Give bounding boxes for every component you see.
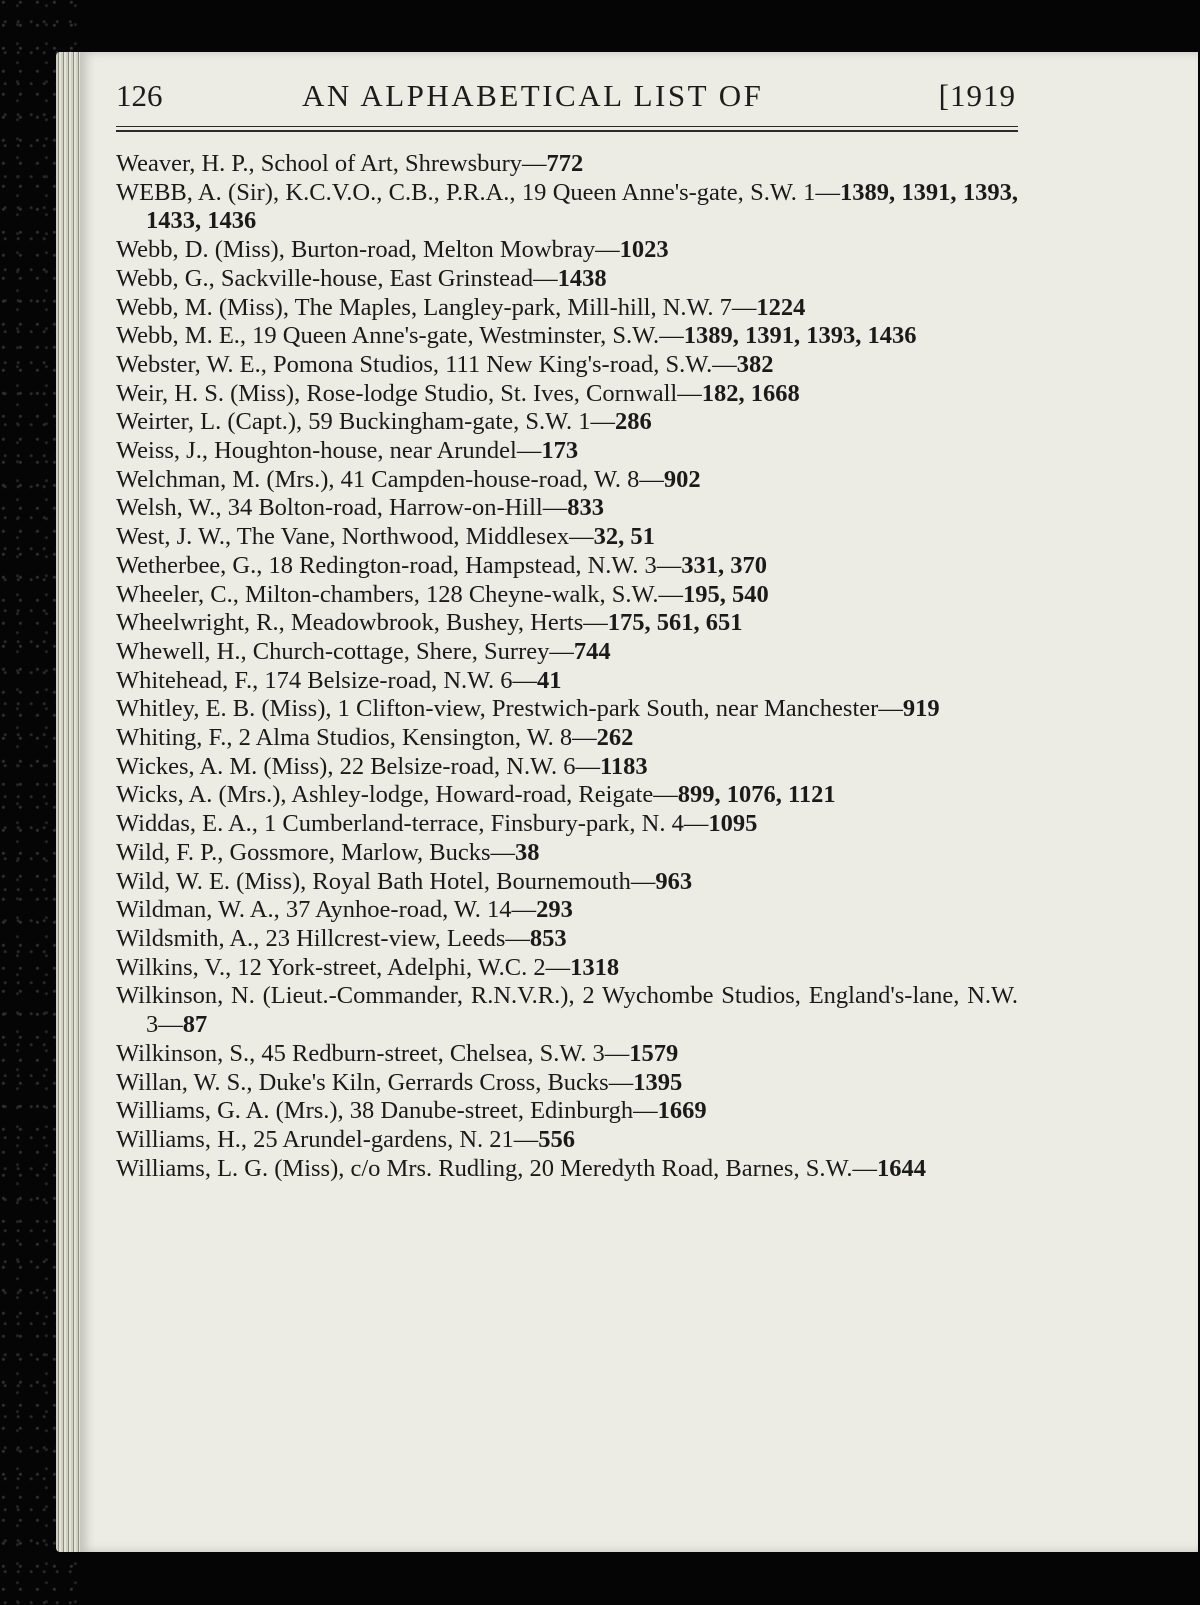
list-item: Wheeler, C., Milton-chambers, 128 Cheyne-walk, S.W.—195, 540 [116, 580, 769, 608]
list-item: Wildman, W. A., 37 Aynhoe-road, W. 14—293 [116, 896, 573, 924]
list-item: Webster, W. E., Pomona Studios, 111 New King's-road, S.W.—382 [116, 350, 774, 378]
list-item: Webb, D. (Miss), Burton-road, Melton Mowbray—1023 [116, 236, 669, 264]
entry-refs: 1579 [629, 1039, 679, 1067]
entry-refs: 331, 370 [681, 551, 768, 579]
entry-address: 59 Buckingham-gate, S.W. 1 [308, 408, 591, 436]
entry-refs: 87 [182, 1011, 208, 1039]
list-item: Wildsmith, A., 23 Hillcrest-view, Leeds—853 [116, 924, 567, 952]
list-item: Wilkinson, S., 45 Redburn-street, Chelsea, S.W. 3—1579 [116, 1039, 679, 1067]
list-item: Welchman, M. (Mrs.), 41 Campden-house-road, W. 8—902 [116, 465, 701, 493]
entry-name: Weirter, L. (Capt.) [116, 408, 297, 436]
entry-refs: 1183 [599, 752, 648, 780]
entry-name: Wild, F. P. [116, 838, 218, 866]
list-item: Whitley, E. B. (Miss), 1 Clifton-view, Prestwich-park South, near Manchester—919 [116, 695, 940, 723]
list-item: Wicks, A. (Mrs.), Ashley-lodge, Howard-road, Reigate—899, 1076, 1121 [116, 781, 836, 809]
entry-address: 174 Belsize-road, N.W. 6 [264, 666, 513, 694]
entry-address: Ashley-lodge, Howard-road, Reigate [291, 781, 654, 809]
entry-name: Whewell, H. [116, 637, 241, 665]
list-item: Wilkins, V., 12 York-street, Adelphi, W.C. 2—1318 [116, 953, 620, 981]
entry-refs: 286 [614, 408, 652, 436]
entry-name: Williams, H. [116, 1125, 241, 1153]
page-number: 126 [116, 78, 163, 113]
entry-address: Meadowbrook, Bushey, Herts [290, 609, 584, 637]
entry-address: Burton-road, Melton Mowbray [290, 236, 596, 264]
entry-address: School of Art, Shrewsbury [260, 150, 523, 177]
entry-name: Webb, G. [116, 264, 209, 292]
list-item: Wild, W. E. (Miss), Royal Bath Hotel, Bournemouth—963 [116, 867, 693, 895]
list-item: Wilkinson, N. (Lieut.-Commander, R.N.V.R.), 2 Wychombe Studios, England's-lane, N.W. 3—87 [116, 982, 1019, 1039]
header-rule-thick [116, 130, 1018, 132]
entry-refs: 919 [902, 695, 940, 723]
entry-refs: 41 [537, 666, 562, 694]
entry-address: 22 Belsize-road, N.W. 6 [339, 752, 576, 780]
entry-name: Welchman, M. (Mrs.) [116, 465, 329, 493]
entry-refs: 382 [736, 350, 774, 378]
entry-address: 19 Queen Anne's-gate, S.W. 1 [521, 178, 816, 206]
entry-address: The Vane, Northwood, Middlesex [236, 523, 570, 551]
entry-address: 12 York-street, Adelphi, W.C. 2 [237, 953, 546, 981]
entry-address: 1 Cumberland-terrace, Finsbury-park, N. 4 [264, 810, 684, 838]
entry-refs: 556 [538, 1125, 576, 1153]
entry-address: 34 Bolton-road, Harrow-on-Hill [227, 494, 543, 522]
entry-name: Wetherbee, G. [116, 551, 257, 579]
artist-list [116, 150, 1018, 1183]
list-item: Williams, G. A. (Mrs.), 38 Danube-street, Edinburgh—1669 [116, 1097, 707, 1125]
entry-address: Sackville-house, East Grinstead [220, 264, 534, 292]
entry-name: Wild, W. E. (Miss) [116, 867, 301, 895]
entry-name: WEBB, A. (Sir), K.C.V.O., C.B., P.R.A. [116, 178, 510, 206]
entry-address: 2 Wychombe Studios, England's-lane, N.W. 3 [146, 982, 1019, 1039]
entry-name: Whitehead, F. [116, 666, 253, 694]
list-item: Weiss, J., Houghton-house, near Arundel—173 [116, 437, 579, 465]
entry-refs: 32, 51 [593, 523, 655, 551]
entry-refs: 1224 [756, 293, 806, 321]
list-item: WEBB, A. (Sir), K.C.V.O., C.B., P.R.A., 19 Queen Anne's-gate, S.W. 1—1389, 1391, 1393, 1433, 1436 [116, 178, 1018, 235]
list-item: Williams, L. G. (Miss), c/o Mrs. Rudling, 20 Meredyth Road, Barnes, S.W.—1644 [116, 1154, 926, 1182]
entry-address: Houghton-house, near Arundel [214, 437, 517, 465]
entry-name: Webb, D. (Miss) [116, 236, 279, 264]
entry-address: c/o Mrs. Rudling, 20 Meredyth Road, Barnes, S.W. [350, 1154, 853, 1182]
entry-refs: 1389, 1391, 1393, 1436 [683, 322, 917, 350]
list-item: Wheelwright, R., Meadowbrook, Bushey, Herts—175, 561, 651 [116, 609, 743, 637]
list-item: Whitehead, F., 174 Belsize-road, N.W. 6—41 [116, 666, 562, 694]
entry-address: Church-cottage, Shere, Surrey [252, 637, 550, 665]
entry-name: Webb, M. (Miss) [116, 293, 283, 321]
list-item: Webb, M. E., 19 Queen Anne's-gate, Westminster, S.W.—1389, 1391, 1393, 1436 [116, 322, 917, 350]
entry-address: Gossmore, Marlow, Bucks [229, 838, 491, 866]
entry-refs: 1318 [570, 953, 620, 981]
entry-address: The Maples, Langley-park, Mill-hill, N.W. 7 [294, 293, 732, 321]
list-item: Welsh, W., 34 Bolton-road, Harrow-on-Hill—833 [116, 494, 604, 522]
list-item: Williams, H., 25 Arundel-gardens, N. 21—556 [116, 1125, 576, 1153]
entry-refs: 833 [567, 494, 604, 522]
running-header [116, 78, 1016, 118]
entry-address: Milton-chambers, 128 Cheyne-walk, S.W. [244, 580, 659, 608]
entry-address: 37 Aynhoe-road, W. 14 [285, 896, 512, 924]
entry-address: 19 Queen Anne's-gate, Westminster, S.W. [252, 322, 660, 350]
header-rule-thin [116, 126, 1018, 127]
entry-refs: 1669 [657, 1097, 707, 1125]
entry-refs: 1395 [633, 1068, 683, 1096]
entry-name: Webb, M. E. [116, 322, 240, 350]
entry-refs: 195, 540 [682, 580, 769, 608]
list-item: Wild, F. P., Gossmore, Marlow, Bucks—38 [116, 838, 540, 866]
entry-address: Pomona Studios, 111 New King's-road, S.W. [272, 350, 713, 378]
entry-name: Whitley, E. B. (Miss) [116, 695, 326, 723]
list-item: Wickes, A. M. (Miss), 22 Belsize-road, N.W. 6—1183 [116, 752, 648, 780]
entry-name: Wicks, A. (Mrs.) [116, 781, 281, 809]
entry-name: Wheelwright, R. [116, 609, 279, 637]
list-item: Wetherbee, G., 18 Redington-road, Hampstead, N.W. 3—331, 370 [116, 551, 768, 579]
entry-address: 18 Redington-road, Hampstead, N.W. 3 [268, 551, 657, 579]
entry-refs: 1438 [557, 264, 607, 292]
entry-address: Duke's Kiln, Gerrards Cross, Bucks [258, 1068, 609, 1096]
list-item: Webb, M. (Miss), The Maples, Langley-park, Mill-hill, N.W. 7—1224 [116, 293, 806, 321]
list-item: Willan, W. S., Duke's Kiln, Gerrards Cross, Bucks—1395 [116, 1068, 683, 1096]
entry-address: 25 Arundel-gardens, N. 21 [253, 1125, 514, 1153]
entry-name: Webster, W. E. [116, 350, 261, 378]
entry-address: 45 Redburn-street, Chelsea, S.W. 3 [261, 1039, 605, 1067]
entry-refs: 1644 [876, 1154, 926, 1182]
entry-refs: 38 [515, 838, 540, 866]
list-item: Weirter, L. (Capt.), 59 Buckingham-gate, S.W. 1—286 [116, 408, 652, 436]
entry-refs: 262 [596, 724, 634, 752]
list-item: Weir, H. S. (Miss), Rose-lodge Studio, St. Ives, Cornwall—182, 1668 [116, 379, 800, 407]
list-item: Whewell, H., Church-cottage, Shere, Surrey—744 [116, 637, 611, 665]
entry-name: Welsh, W. [116, 494, 216, 522]
entry-refs: 963 [655, 867, 693, 895]
entry-address: Rose-lodge Studio, St. Ives, Cornwall [306, 379, 678, 407]
entry-name: Widdas, E. A. [116, 810, 252, 838]
entry-refs: 902 [663, 465, 701, 493]
entry-name: Williams, G. A. (Mrs.) [116, 1097, 338, 1125]
entry-refs: 1095 [708, 810, 758, 838]
entry-name: Whiting, F. [116, 724, 227, 752]
entry-address: 1 Clifton-view, Prestwich-park South, near Manchester [337, 695, 879, 723]
entry-name: Wheeler, C. [116, 580, 233, 608]
entry-refs: 1023 [619, 236, 669, 264]
entry-name: West, J. W. [116, 523, 225, 551]
entry-refs: 1389, 1391, 1393, 1433, 1436 [146, 178, 1018, 235]
entry-refs: 744 [573, 637, 611, 665]
entry-refs: 772 [546, 150, 584, 177]
entry-name: Weiss, J. [116, 437, 202, 465]
entry-name: Williams, L. G. (Miss) [116, 1154, 339, 1182]
entry-refs: 173 [541, 437, 579, 465]
entry-address: 38 Danube-street, Edinburgh [349, 1097, 634, 1125]
entry-name: Weir, H. S. (Miss) [116, 379, 295, 407]
list-item: Widdas, E. A., 1 Cumberland-terrace, Finsbury-park, N. 4—1095 [116, 810, 758, 838]
list-item: Weaver, H. P., School of Art, Shrewsbury—772 [116, 150, 584, 177]
entry-refs: 175, 561, 651 [607, 609, 743, 637]
entry-address: 41 Campden-house-road, W. 8 [340, 465, 640, 493]
entry-address: Royal Bath Hotel, Bournemouth [312, 867, 631, 895]
header-year: [1919 [938, 78, 1016, 113]
list-item: Whiting, F., 2 Alma Studios, Kensington, W. 8—262 [116, 724, 634, 752]
entry-refs: 899, 1076, 1121 [677, 781, 836, 809]
entry-name: Willan, W. S. [116, 1068, 247, 1096]
page-title: AN ALPHABETICAL LIST OF [302, 78, 764, 113]
entry-name: Wildman, W. A. [116, 896, 274, 924]
entry-name: Weaver, H. P. [116, 150, 249, 177]
list-item: West, J. W., The Vane, Northwood, Middlesex—32, 51 [116, 523, 655, 551]
entry-refs: 293 [536, 896, 573, 924]
entry-name: Wilkins, V. [116, 953, 226, 981]
entry-name: Wickes, A. M. (Miss) [116, 752, 328, 780]
list-item: Webb, G., Sackville-house, East Grinstead—1438 [116, 264, 607, 292]
entry-refs: 182, 1668 [701, 379, 800, 407]
entry-name: Wilkinson, N. (Lieut.-Commander, R.N.V.R.) [116, 982, 569, 1010]
entry-refs: 853 [529, 924, 567, 952]
entry-address: 2 Alma Studios, Kensington, W. 8 [238, 724, 573, 752]
entry-name: Wildsmith, A. [116, 924, 254, 952]
entry-address: 23 Hillcrest-view, Leeds [265, 924, 506, 952]
entry-name: Wilkinson, S. [116, 1039, 250, 1067]
